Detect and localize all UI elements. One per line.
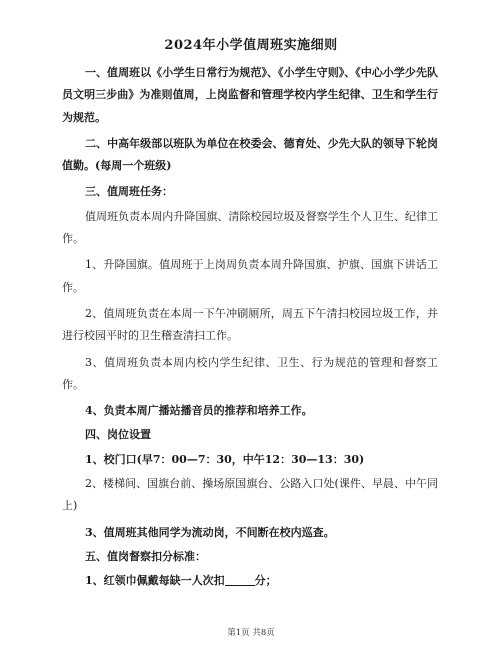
paragraph-section-4-heading: 四、岗位设置 (85, 428, 151, 442)
paragraph-section-2: 二、中高年级部以班队为单位在校委会、德育处、少先大队的领导下轮岗值勤。(每周一个班级) (62, 136, 438, 173)
blank-underline (225, 573, 255, 586)
document-title: 2024年小学值周班实施细则 (164, 38, 338, 53)
paragraph-duty-summary: 值周班负责本周内升降国旗、清除校园垃圾及督察学生个人卫生、纪律工作。 (62, 209, 438, 246)
deduction-text-after: 分； (254, 574, 277, 588)
page-footer: 第1页 共8页 (227, 628, 275, 638)
document-body (62, 62, 438, 593)
paragraph-duty-2: 2、值周班负责在本周一下午冲刷厕所，周五下午清扫校园垃圾工作，并进行校园平时的卫生稽查清扫工作。 (62, 306, 438, 343)
paragraph-post-1: 1、校门口(早7：00—7：30，中午12：30—13：30) (85, 452, 365, 466)
paragraph-post-3: 3、值周班其他同学为流动岗，不间断在校内巡查。 (85, 525, 335, 539)
paragraph-section-5-heading: 五、值岗督察扣分标准： (85, 549, 206, 563)
deduction-text-before: 1、红领巾佩戴每缺一人次扣 (85, 574, 225, 588)
paragraph-section-1: 一、值周班以《小学生日常行为规范》、《小学生守则》、《中心小学少先队员文明三步曲》为准则值周，上岗监督和管理学校内学生纪律、卫生和学生行为规范。 (62, 66, 438, 124)
paragraph-duty-4: 4、负责本周广播站播音员的推荐和培养工作。 (85, 404, 313, 418)
paragraph-section-3-heading: 三、值周班任务： (85, 185, 173, 199)
paragraph-duty-1: 1、升降国旗。值周班于上岗周负责本周升降国旗、护旗、国旗下讲话工作。 (62, 258, 438, 294)
paragraph-duty-3: 3、值周班负责本周内校内学生纪律、卫生、行为规范的管理和督察工作。 (62, 355, 438, 391)
paragraph-post-2: 2、楼梯间、国旗台前、操场原国旗台、公路入口处(课件、早晨、中午同上) (62, 477, 438, 513)
paragraph-deduction-1 (62, 570, 438, 592)
